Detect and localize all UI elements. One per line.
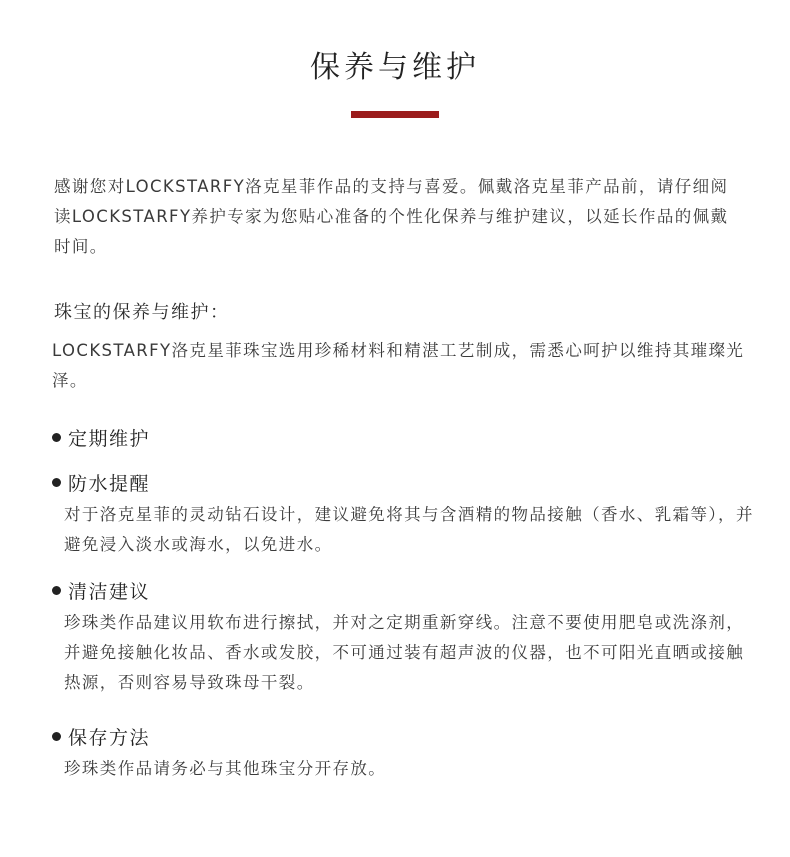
bullet-cleaning-advice <box>52 577 150 604</box>
page-title: 保养与维护 <box>310 50 480 85</box>
bullet-dot-icon <box>52 433 61 442</box>
bullet-title: 防水提醒 <box>68 473 151 495</box>
cleaning-description: 珍珠类作品建议用软布进行擦拭，并对之定期重新穿线。注意不要使用肥皂或洗涤剂，并避免接触化妆品、香水或发胶，不可通过装有超声波的仪器，也不可阳光直晒或接触热源，否则容易导致珠母干裂。 <box>64 613 745 692</box>
bullet-title: 保存方法 <box>68 727 151 749</box>
section-heading: 珠宝的保养与维护： <box>54 302 230 323</box>
waterproof-description: 对于洛克星菲的灵动钻石设计，建议避免将其与含酒精的物品接触（香水、乳霜等），并避免浸入淡水或海水，以免进水。 <box>64 505 754 554</box>
bullet-waterproof-reminder <box>52 469 150 496</box>
title-underline <box>351 111 439 118</box>
bullet-title: 定期维护 <box>68 428 151 450</box>
bullet-dot-icon <box>52 732 61 741</box>
storage-description: 珍珠类作品请务必与其他珠宝分开存放。 <box>64 759 387 778</box>
bullet-title: 清洁建议 <box>68 581 151 603</box>
bullet-regular-maintenance <box>52 424 150 451</box>
bullet-dot-icon <box>52 478 61 487</box>
bullet-dot-icon <box>52 586 61 595</box>
intro-paragraph: 感谢您对LOCKSTARFY洛克星菲作品的支持与喜爱。佩戴洛克星菲产品前，请仔细阅读LOCKSTARFY养护专家为您贴心准备的个性化保养与维护建议，以延长作品的佩戴时间。 <box>54 177 729 256</box>
bullet-storage-method <box>52 723 150 750</box>
section-description: LOCKSTARFY洛克星菲珠宝选用珍稀材料和精湛工艺制成，需悉心呵护以维持其璀璨光泽。 <box>52 341 745 390</box>
